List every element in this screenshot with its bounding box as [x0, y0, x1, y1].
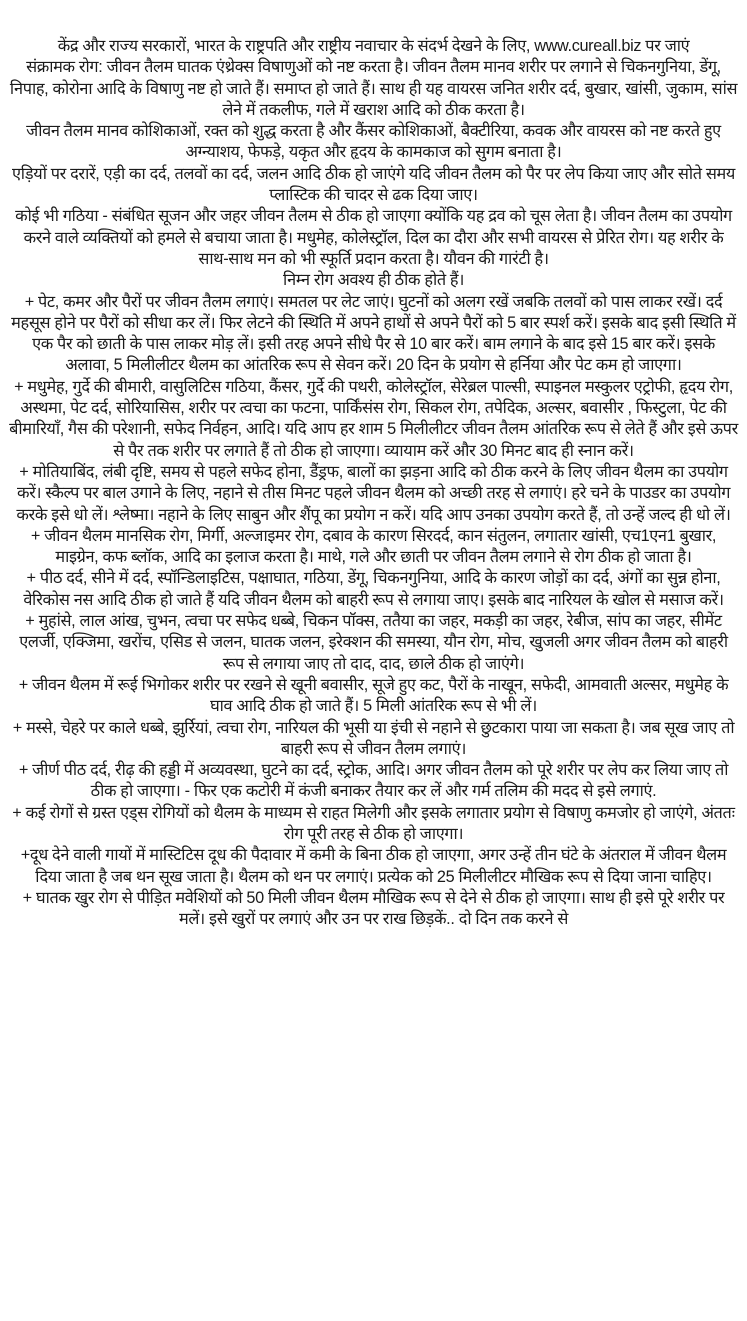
paragraph-piles: + जीवन थैलम में रूई भिगोकर शरीर पर रखने से खूनी बवासीर, सूजे हुए कट, पैरों के नाखून, सफेदी, आमवाती अल्सर, मधुमेह के घाव आदि ठीक हो जाते हैं। 5 मिली आंतरिक रूप से भी लें। — [18, 675, 729, 716]
paragraph-heading-diseases: निम्न रोग अवश्य ही ठीक होते हैं। — [282, 271, 465, 290]
paragraph-cells-blood: जीवन तैलम मानव कोशिकाओं, रक्त को शुद्ध करता है और कैंसर कोशिकाओं, बैक्टीरिया, कवक और वायरस को नष्ट करते हुए अग्न्याशय, फेफड़े, यकृत और हृदय के कामकाज को सुगम बनाता है। — [26, 122, 721, 162]
paragraph-infectious-disease: संक्रामक रोग: जीवन तैलम घातक एंथ्रेक्स विषाणुओं को नष्ट करता है। जीवन तैलम मानव शरीर पर लगाने से चिकनगुनिया, डेंगू, निपाह, कोरोना आदि के विषाणु नष्ट हो जाते हैं। समाप्त हो जाते हैं। साथ ही यह वायरस जनित शरीर दर्द, बुखार, खांसी, जुकाम, सांस लेने में तकलीफ, गले में खराश आदि को ठीक करता है। — [9, 58, 738, 119]
paragraph-cows: +दूध देने वाली गायों में मास्टिटिस दूध की पैदावार में कमी के बिना ठीक हो जाएगा, अगर उन्हें तीन घंटे के अंतराल में जीवन थैलम दिया जाता है जब थन सूख जाता है। थैलम को थन पर लगाएं। प्रत्येक को 25 मिलीलीटर मौखिक रूप से दिया जाना चाहिए। — [20, 846, 727, 886]
paragraph-skin: + मुहांसे, लाल आंख, चुभन, त्वचा पर सफेद धब्बे, चिकन पॉक्स, ततैया का जहर, मकड़ी का जहर, रेबीज, सांप का जहर, सीमेंट एलर्जी, एक्जिमा, खरोंच, एसिड से जलन, घातक जलन, इरेक्शन की समस्या, यौन रोग, मोच, खुजली अगर जीवन तैलम को बाहरी रूप से लगाया जाए तो दाद, दाद, छाले ठीक हो जाएंगे। — [19, 612, 728, 673]
paragraph-hernia: + पेट, कमर और पैरों पर जीवन तैलम लगाएं। समतल पर लेट जाएं। घुटनों को अलग रखें जबकि तलवों को पास लाकर रखें। दर्द महसूस होने पर पैरों को सीधा कर लें। फिर लेटने की स्थिति में अपने हाथों से अपने पैरों को 5 बार स्पर्श करें। इसके बाद इसी स्थिति में एक पैर को छाती के पास लाकर मोड़ लें। इसी तरह अपने सीधे पैर से 10 बार करें। बाम लगाने के बाद इसे 15 बार करें। इसके अलावा, 5 मिलीलीटर थैलम का आंतरिक रूप से सेवन करें। 20 दिन के प्रयोग से हर्निया और पेट कम हो जाएगा। — [11, 292, 736, 375]
paragraph-cattle: + घातक खुर रोग से पीड़ित मवेशियों को 50 मिली जीवन थैलम मौखिक रूप से देने से ठीक हो जाएगा। साथ ही इसे पूरे शरीर पर मलें। इसे खुरों पर लगाएं और उन पर राख छिड़कें.. दो दिन तक करने से — [22, 888, 725, 929]
paragraph-warts: + मस्से, चेहरे पर काले धब्बे, झुर्रियां, त्वचा रोग, नारियल की भूसी या इंची से नहाने से छुटकारा पाया जा सकता है। जब सूख जाए तो बाहरी रूप से जीवन तैलम लगाएं। — [12, 718, 735, 758]
paragraph-mental: + जीवन थैलम मानसिक रोग, मिर्गी, अल्जाइमर रोग, दबाव के कारण सिरदर्द, कान संतुलन, लगातार खांसी, एच1एन1 बुखार, माइग्रेन, कफ ब्लॉक, आदि का इलाज करता है। माथे, गले और छाती पर जीवन तैलम लगाने से रोग ठीक हो जाता है। — [30, 526, 717, 567]
paragraph-chronic-back: + जीर्ण पीठ दर्द, रीढ़ की हड्डी में अव्यवस्था, घुटने का दर्द, स्ट्रोक, आदि। अगर जीवन तैलम को पूरे शरीर पर लेप कर लिया जाए तो ठीक हो जाएगा। - फिर एक कटोरी में कंजी बनाकर तैयार कर लें और गर्म तलिम की मदद से इसे लगाएं. — [18, 761, 729, 801]
paragraph-aids: + कई रोगों से ग्रस्त एड्स रोगियों को थैलम के माध्यम से राहत मिलेगी और इसके लगातार प्रयोग से विषाणु कमजोर हो जाएंगे, अंततः रोग पूरी तरह से ठीक हो जाएगा। — [12, 803, 735, 843]
paragraph-diabetes: + मधुमेह, गुर्दे की बीमारी, वासुलिटिस गठिया, कैंसर, गुर्दे की पथरी, कोलेस्ट्रॉल, सेरेब्रल पाल्सी, स्पाइनल मस्कुलर एट्रोफी, हृदय रोग, अस्थमा, पेट दर्द, सोरियासिस, शरीर पर त्वचा का फटना, पार्किंसंस रोग, सिकल रोग, तपेदिक, अल्सर, बवासीर , फिस्टुला, पेट की बीमारियाँ, गैस की परेशानी, सफेद निर्वहन, आदि। यदि आप हर शाम 5 मिलीलीटर जीवन तैलम आंतरिक रूप से लेते हैं और इसे ऊपर से पैर तक शरीर पर लगाते हैं तो ठीक हो जाएगा। व्यायाम करें और 30 मिनट बाद ही स्नान करें। — [9, 377, 738, 460]
paragraph-cataract: + मोतियाबिंद, लंबी दृष्टि, समय से पहले सफेद होना, डैंड्रफ, बालों का झड़ना आदि को ठीक करने के लिए जीवन थैलम का उपयोग करें। स्कैल्प पर बाल उगाने के लिए, नहाने से तीस मिनट पहले जीवन थैलम को अच्छी तरह से लगाएं। हरे चने के पाउडर का उपयोग करके इसे धो लें। श्लेष्मा। नहाने के लिए साबुन और शैंपू का प्रयोग न करें। यदि आप उनका उपयोग करते हैं, तो उन्हें जल्द ही धो लें। — [16, 462, 731, 524]
paragraph-back-pain: + पीठ दर्द, सीने में दर्द, स्पॉन्डिलाइटिस, पक्षाघात, गठिया, डेंगू, चिकनगुनिया, आदि के कारण जोड़ों का दर्द, अंगों का सुन्न होना, वेरिकोस नस आदि ठीक हो जाते हैं यदि जीवन थैलम को बाहरी रूप से लगाया जाए। इसके बाद नारियल के खोल से मसाज करें। — [23, 569, 724, 609]
paragraph-arthritis: कोई भी गठिया - संबंधित सूजन और जहर जीवन तैलम से ठीक हो जाएगा क्योंकि यह द्रव को चूस लेता है। जीवन तैलम का उपयोग करने वाले व्यक्तियों को हमले से बचाया जाता है। मधुमेह, कोलेस्ट्रॉल, दिल का दौरा और सभी वायरस से प्रेरित रोग। यह शरीर के साथ-साथ मन को भी स्फूर्ति प्रदान करता है। यौवन की गारंटी है। — [15, 207, 732, 268]
intro-link-paragraph: केंद्र और राज्य सरकारों, भारत के राष्ट्रपति और राष्ट्रीय नवाचार के संदर्भ देखने के लिए, www.cureall.biz पर जाएं — [57, 37, 690, 55]
paragraph-heels: एड़ियों पर दरारें, एड़ी का दर्द, तलवों का दर्द, जलन आदि ठीक हो जाएंगे यदि जीवन तैलम को पैर पर लेप किया जाए और सोते समय प्लास्टिक की चादर से ढक दिया जाए। — [12, 164, 735, 205]
